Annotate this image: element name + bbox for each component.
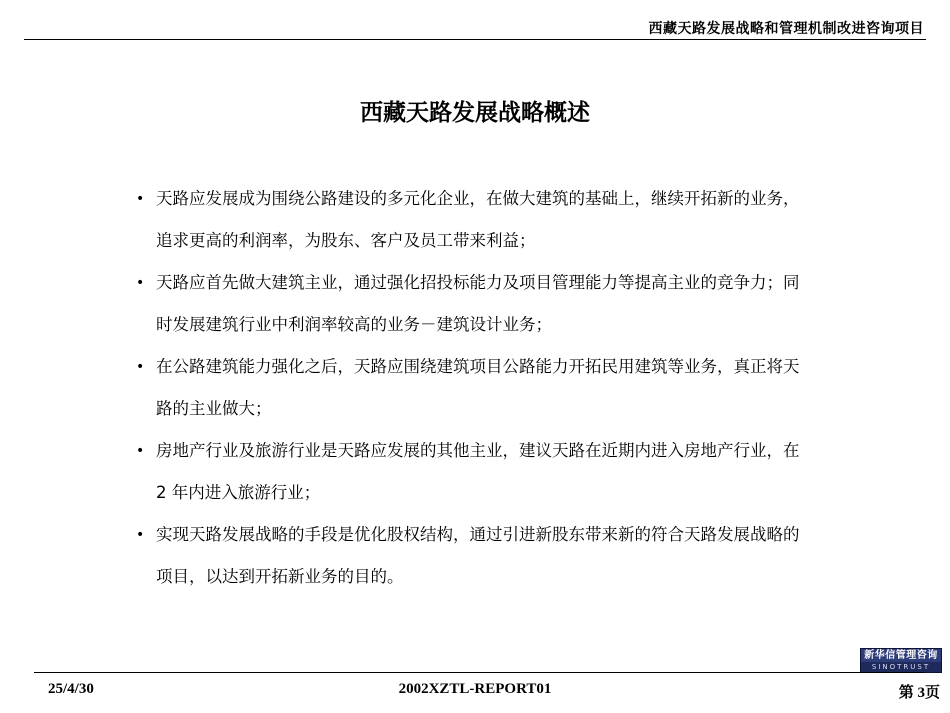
slide-title: 西藏天路发展战略概述	[360, 100, 590, 126]
header-project-title: 西藏天路发展战略和管理机制改进咨询项目	[648, 21, 924, 37]
footer-date: 25/4/30	[48, 681, 94, 697]
bullet-text: 房地产行业及旅游行业是天路应发展的其他主业，建议天路在近期内进入房地产行业，在 2 年内进入旅游行业；	[156, 441, 800, 502]
company-logo	[860, 648, 942, 673]
bullet-item-3	[134, 346, 814, 430]
bullet-text: 天路应发展成为围绕公路建设的多元化企业，在做大建筑的基础上，继续开拓新的业务，追求更高的利润率，为股东、客户及员工带来利益；	[156, 189, 800, 250]
footer-page-number: 第 3页	[898, 685, 940, 701]
bullet-text: 实现天路发展战略的手段是优化股权结构，通过引进新股东带来新的符合天路发展战略的项目，以达到开拓新业务的目的。	[156, 525, 800, 586]
bullet-text: 在公路建筑能力强化之后，天路应围绕建筑项目公路能力开拓民用建筑等业务，真正将天路的主业做大；	[156, 357, 800, 418]
bullet-dot-icon: •	[136, 527, 145, 543]
logo-name-en: SINOTRUST	[871, 663, 931, 671]
footer-report-id: 2002XZTL-REPORT01	[398, 681, 552, 697]
bullet-dot-icon: •	[136, 275, 145, 291]
bullet-item-1	[134, 178, 814, 262]
logo-name-cn: 新华信管理咨询	[861, 649, 941, 662]
bullet-item-5	[134, 514, 814, 598]
bullet-text: 天路应首先做大建筑主业，通过强化招投标能力及项目管理能力等提高主业的竞争力；同时发展建筑行业中利润率较高的业务－建筑设计业务；	[156, 273, 800, 334]
bullet-list	[134, 178, 814, 598]
bullet-dot-icon: •	[136, 359, 145, 375]
header-divider	[24, 39, 926, 40]
footer-divider	[34, 672, 924, 673]
bullet-item-2	[134, 262, 814, 346]
bullet-dot-icon: •	[136, 443, 145, 459]
bullet-dot-icon: •	[136, 191, 145, 207]
bullet-item-4	[134, 430, 814, 514]
